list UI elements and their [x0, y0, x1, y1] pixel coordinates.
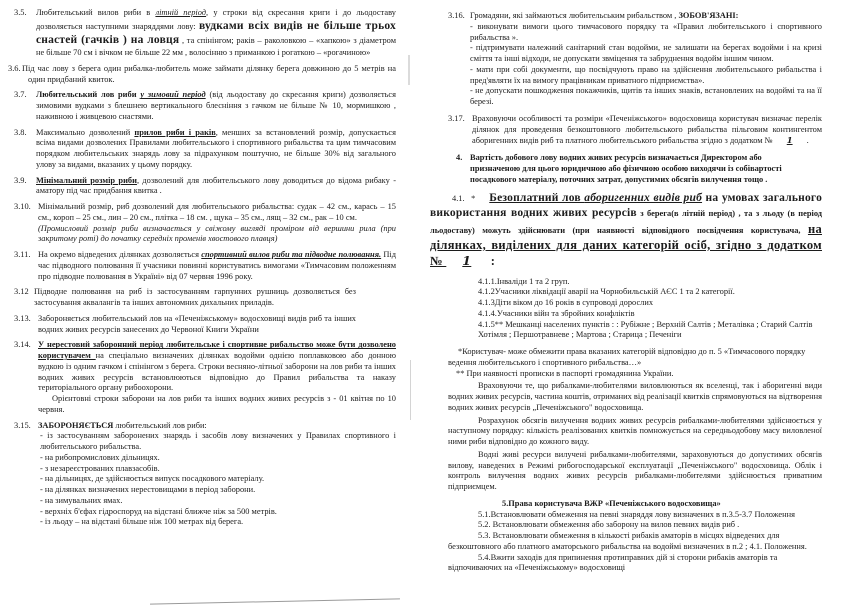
- paragraph: Розрахунок обсягів вилучення водних живих ресурсів рибалками-любителями здійснюється у наступному порядку: кількість реалізованих квитків помножується на середньодобову масу виловленої ними риби відповідно до кожного виду.: [448, 415, 822, 447]
- section-text: Підводне полювання на риб із застосуванням гарпунних рушниць дозволяється без застосування аквалангів та інших автономних дихальних приладів.: [34, 287, 356, 308]
- section-number: 3.9.: [14, 175, 27, 185]
- section-4: [456, 153, 802, 185]
- section-number: 3.15.: [14, 420, 31, 430]
- section-number: 3.5.: [14, 8, 27, 17]
- section-3-5: [14, 8, 396, 59]
- section-text: Мінімальний розмір риби, дозволений для любительського лову доводиться до відома рибаку - аматору під час придбання квитка .: [36, 175, 396, 196]
- section-text: У нерестовий заборонний період любительське і спортивне рибальство може бути дозволено користувачем на спеціально визначених ділянках водойми однією поплавковою або донною вудкою із одним гачком і спінінгом з берега. Строки весняно-літньої заборони на лов риби та інших водних живих ресурсів встановлюються відповідно до Правил рибальства та наказу територіального органу рибоохорони.: [38, 340, 396, 393]
- section-number: 3.7.: [14, 90, 27, 100]
- section-3-16: [448, 11, 822, 108]
- section-heading: ЗАБОРОНЯЄТЬСЯ любительський лов риби:: [38, 420, 207, 430]
- footnote-1: *Користувач- може обмежити права вказаних категорій відповідно до п. 5 «Тимчасового порядку ведення любительського і спортивного рибальства…»: [448, 347, 806, 367]
- list-item: - мати при собі документи, що посвідчують право на здійснення любительського рибальства і пред'являти їх на вимогу працівникам приватного підприємства».: [470, 64, 822, 85]
- handwritten-annex-number: 1: [786, 135, 793, 146]
- handwritten-annex-number: 1: [462, 252, 472, 268]
- section-text: Забороняється любительський лов на «Печеніжському» водосховищі видів риб та інших водних живих ресурсів занесених до Червоної Книги України: [38, 313, 356, 334]
- section-number: 3.6.: [8, 63, 21, 73]
- section-note: (Промисловий розмір риби визначається у свіжому вигляді проміром від вершини рила (при закритому роті) до початку середніх променів хвостового плавця): [38, 223, 396, 244]
- footnotes: [448, 347, 822, 493]
- section-title: 5.Права користувача ВЖР «Печеніжського водосховища»: [502, 498, 721, 508]
- scan-artifact-line: [150, 598, 400, 604]
- left-flow: [0, 0, 420, 528]
- section-number: 3.10.: [14, 202, 31, 212]
- section-text: На окремо відведених ділянках дозволяється спортивний вилов риби та підводне полювання. Під час підводного полювання її учасники повинні користуватись вимогами «Тимчасовим положенням про підводне полювання в Україні» від 07 червня 1996 року.: [38, 250, 397, 281]
- section-3-17: [448, 114, 822, 147]
- eligible-categories-list: [478, 277, 822, 342]
- list-item: - на зимувальних ямах.: [40, 495, 123, 505]
- list-item: - підтримувати належний санітарний стан водойми, не залишати на берегах водойми і на кризі сміття та інші відходи, не допускати звміцення та забруднення водойм іншим чином.: [470, 43, 822, 63]
- section-number: 3.16.: [448, 11, 465, 20]
- list-item: 5.3. Встановлювати обмеження в кількості рибаків аматорів в місцях відведених для безкоштовного або платного аматорського рибальства на водоймі визначених в п.2 ; 4.1. Положення.: [448, 531, 807, 551]
- list-item: - із льоду – на відстані більше ніж 100 метрах від берега.: [40, 517, 244, 527]
- list-item: - не допускати пошкодження покажчиків, щитів та інших знаків, встановлених на водоймі та на її березі.: [470, 86, 822, 106]
- section-3-7: [14, 90, 396, 122]
- left-page: [0, 0, 420, 605]
- section-number: 3.8.: [14, 127, 27, 137]
- list-item: 4.1.3Діти віком до 16 років в супроводі дорослих: [478, 298, 654, 308]
- section-number: 3.11.: [14, 250, 31, 260]
- section-3-8: [14, 128, 396, 171]
- obligations-list: [470, 22, 822, 108]
- list-item: 4.1.1.Інваліди 1 та 2 груп.: [478, 276, 570, 286]
- list-item: 5.4.Вжити заходів для припинення протиправних дій зі сторони рибаків аматорів та відпочиваючих на «Печеніжському» водосховищі: [448, 552, 778, 573]
- section-text: Вартість добового лову водних живих ресурсів визначається Директором або призначеною для цього юридичною або фізичною особою виходячи із собівартості посадкового матеріалу, поточних затрат, допустимих обсягів вилучення тощо .: [470, 153, 782, 184]
- section-text: Мінімальний розмір, риб дозволений для любительського рибальства: судак – 42 см., карась – 15 см., короп – 25 см., лин – 20 см., плітка – 18 см. , щука – 35 см., лящ – 32 см., рак – 10 см.: [38, 202, 396, 222]
- scan-artifact-speck: [408, 55, 410, 85]
- section-3-6: [8, 64, 396, 86]
- section-number: 3.17.: [448, 113, 465, 123]
- section-text: Максимально дозволений прилов риби і раків, менших за встановлений розмір, допускається всіма видами дозволених Правилами любительського і спортивного рибальства та цим тимчасовим порядком любительських знарядь лову за підрахунком поштучно, не більше 30% від загального улову за видами, вказаних у цьому порядку.: [36, 127, 396, 169]
- right-page: [420, 0, 845, 605]
- list-item: 5.1.Встановлювати обмеження на певні знаряддя лову визначених в п.3.5-3.7 Положення: [478, 509, 795, 519]
- section-3-13: [14, 314, 396, 336]
- section-3-15: [14, 421, 396, 529]
- section-text: Любительський лов риби у зимовий період (від льодоставу до скресання криги) дозволяється зимовими вудками з блешнею вертикального блеснiння з гачком не більше № 10, мормишкою , наживною і живцевою снастями.: [36, 90, 396, 121]
- section-number: 4.1.: [452, 194, 465, 204]
- right-flow: [420, 0, 845, 574]
- section-heading: Громадяни, які займаються любительським рибальством , ЗОБОВ'ЯЗАНІ:: [470, 11, 739, 20]
- section-number: 3.13.: [14, 313, 31, 323]
- list-item: 4.1.4.Учасники війн та збройних конфліктів: [478, 308, 635, 318]
- section-note: Орієнтовні строки заборони на лов риби та інших водних живих ресурсів з - 01 квітня по 10 червня.: [38, 394, 396, 414]
- section-3-9: [14, 176, 396, 198]
- section-number: 4.: [456, 153, 463, 162]
- prohibition-list: [40, 431, 396, 528]
- list-item: - із застосуванням заборонених знарядь і засобів лову визначених у Правилах спортивного і любительського рибальства.: [40, 431, 396, 452]
- list-item: 5.2. Встановлювати обмеження або заборону на вилов певних видів риб .: [478, 520, 740, 530]
- section-3-10: [14, 202, 396, 245]
- section-number: 3.14.: [14, 340, 31, 350]
- list-item: - на дільницях, де здійснюється випуск посадкового матеріалу.: [40, 474, 265, 484]
- list-item: - з незареєстрованих плавзасобів.: [40, 463, 160, 473]
- list-item: - виконувати вимоги цього тимчасового порядку та «Правил любительського і спортивного рибальства ».: [470, 21, 822, 42]
- scan-artifact-speck: [410, 360, 411, 420]
- section-text: Любительський вилов риби в літній період, у строки від скресання криги і до льодоставу дозволяється наступними знаряддями лову: вудками всіх видів не більше трьох снастей (гачків ) на ловця , та спінінгом; раків – раколовкою – «хапкою» з діаметром не більше 70 см і вічком не більше 22 мм , волосінню з приманкою і рогаткою – «рогачиною»: [36, 8, 397, 58]
- section-3-11: [14, 250, 396, 282]
- section-3-12: [14, 287, 396, 309]
- section-text: Враховуючи особливості та розміри «Печеніжського» водосховища користувач визначає перелік ділянок для проведення безкоштовного любительського рибальства пільговим контингентом аборигенних видів риб та платного любительського рибальства згідно з додатком № 1 .: [472, 113, 822, 146]
- paragraph: Водні живі ресурси вилучені рибалками-любителями, зараховуються до допустимих обсягів вилову, наведених в Режимі рибогосподарської експлуатації „Печеніжського" водосховища. Облік і контроль вилучення водних живих ресурсів рибалками-любителями здійснюється приватним підприємцем.: [448, 449, 822, 492]
- section-text: 4.1. * Безоплатний лов аборигенних видів риб на умовах загального використання водних живих ресурсів з берега(в літній період) , та з льоду (в період льодоставу) можуть здійснювати (при наявності відповідного посвідчення користувача, на ділянках, виділених для даних категорій осіб, згідно з додатком № 1 :: [430, 192, 823, 268]
- list-item: 4.1.5** Мешканці населених пунктів : : Рубіжне ; Верхній Салтів ; Металівка ; Старий Салтів Хотімля ; Першотравневе ; Мартова ; Старица ; Печеніги: [478, 319, 813, 340]
- list-item: - на ділянках визначених нерестовищами в період заборони.: [40, 485, 256, 495]
- section-number: 3.12: [14, 287, 29, 297]
- section-3-14: [14, 340, 396, 415]
- list-item: - на рибопромислових дільницях.: [40, 452, 160, 462]
- section-text: Під час лову з берега один рибалка-любитель може займати ділянку берега довжиною до 5 метрів на один придбаний квиток.: [22, 63, 396, 84]
- list-item: 4.1.2Учасники ліквідації аварії на Чорнобильській АЄС 1 та 2 категорії.: [478, 287, 735, 297]
- section-5: [448, 499, 822, 574]
- footnote-2: ** При наявності прописки в паспорті громадянина України.: [456, 368, 674, 378]
- paragraph: Враховуючи те, що рибалками-любителями виловлюються як вселенці, так і аборигенні види водних живих ресурсів, частина коштів, отриманих від реалізації квитків спрямовуються на відтворення водних живих ресурсів „Печеніжського" водосховища.: [448, 381, 822, 412]
- list-item: - верхніх б'єфах гідроспоруд на відстані ближче ніж за 500 метрів.: [40, 506, 277, 516]
- section-4-1: [430, 191, 822, 341]
